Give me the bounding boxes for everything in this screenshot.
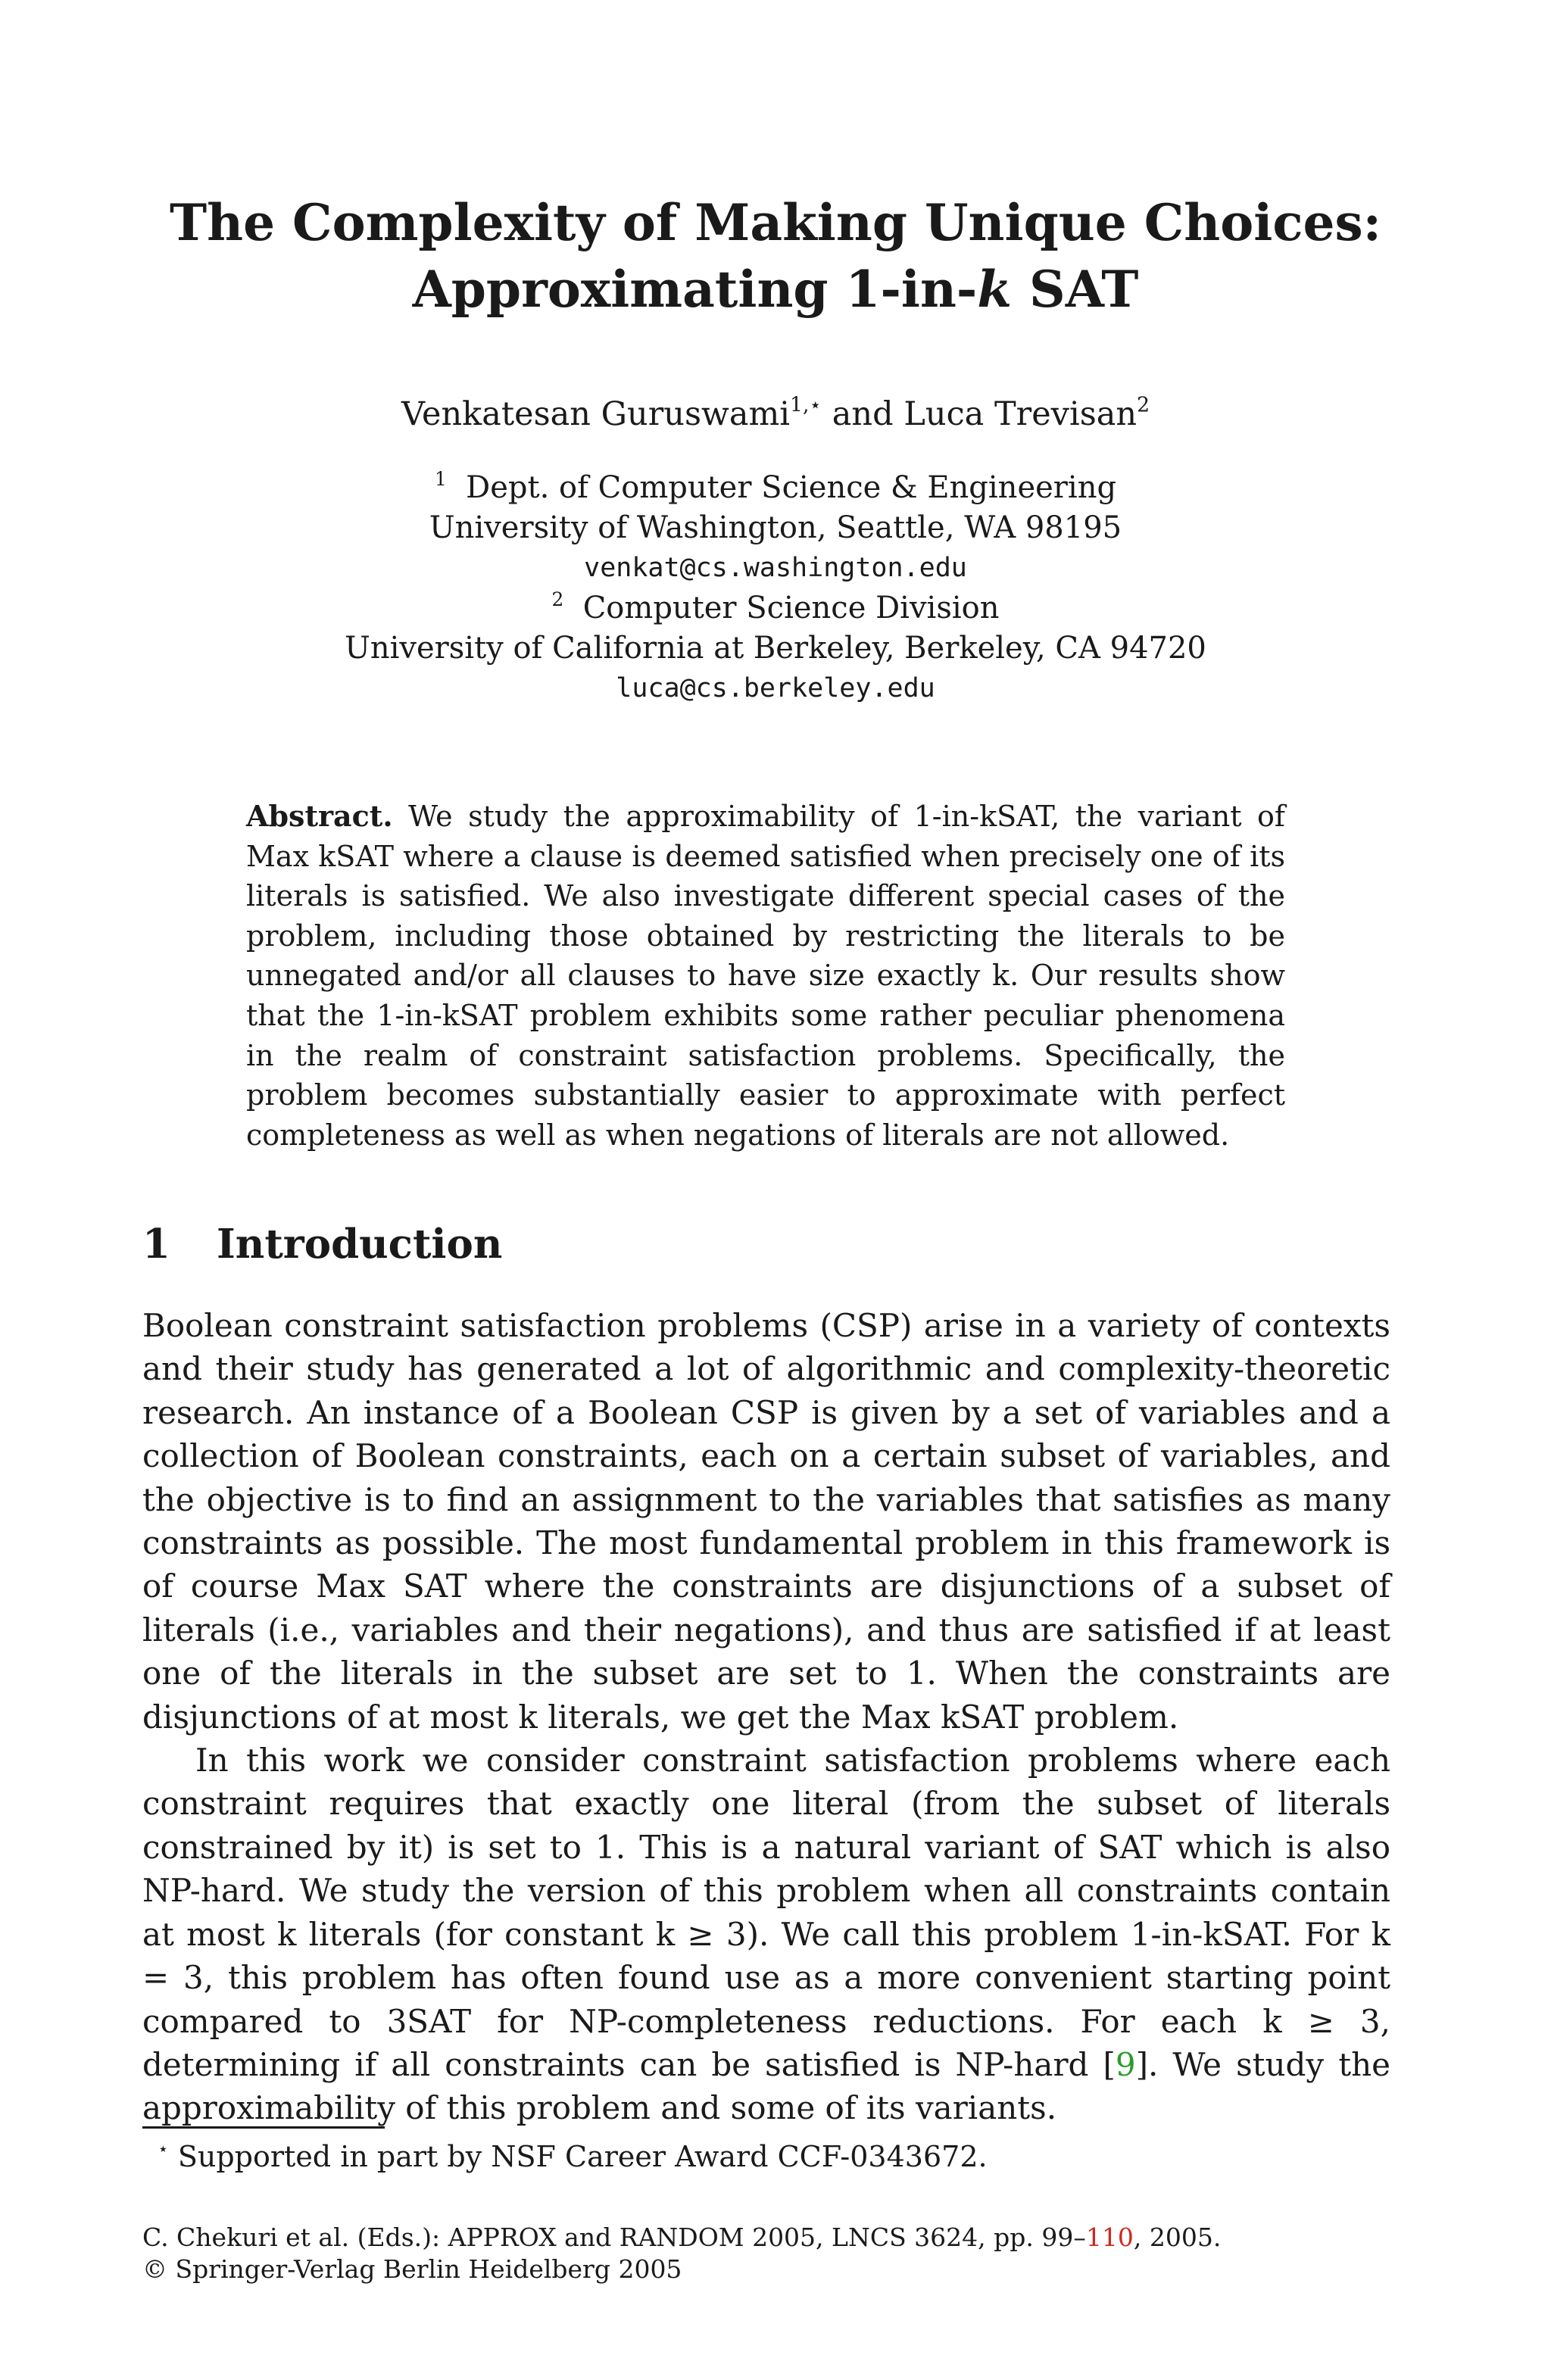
abstract-label: Abstract. <box>246 799 393 833</box>
footer-citation-suffix: , 2005. <box>1133 2222 1222 2252</box>
section-number: 1 <box>142 1221 170 1268</box>
abstract-text: We study the approximability of 1-in-kSAT, the variant of Max kSAT where a clause is deemed satisfied when precisely one of its literals is satisfied. We also investigate different special cases of the problem, including those obtained by restricting the literals to be unnegated and/or all clauses to have size exactly k. Our results show that the 1-in-kSAT problem exhibits some rather peculiar phenomena in the realm of constraint satisfaction problems. Specifically, the problem becomes substantially easier to approximate with perfect completeness as well as when negations of literals are not allowed. <box>246 800 1285 1152</box>
affiliation-2-institution: University of California at Berkeley, Berkeley, CA 94720 <box>345 631 1206 666</box>
footnote-rule <box>142 2126 385 2129</box>
affiliations <box>0 468 1551 709</box>
footer-citation-prefix: C. Chekuri et al. (Eds.): APPROX and RANDOM 2005, LNCS 3624, pp. 99– <box>142 2222 1086 2252</box>
paper-title <box>0 189 1551 323</box>
abstract <box>246 797 1285 1155</box>
author-2-marks: 2 <box>1137 393 1150 417</box>
author-2-name: Luca Trevisan <box>903 395 1138 433</box>
affiliation-1-institution: University of Washington, Seattle, WA 98195 <box>429 510 1122 545</box>
footer-citation-line <box>142 2222 1221 2254</box>
author-conjunction: and <box>832 395 894 433</box>
section-title: Introduction <box>217 1221 503 1268</box>
author-1-name: Venkatesan Guruswami <box>401 395 790 433</box>
page-end-link[interactable]: 110 <box>1085 2222 1134 2252</box>
author-1-marks: 1,⋆ <box>790 393 822 417</box>
title-line-2: Approximating 1-in-k SAT <box>412 260 1139 319</box>
footnote <box>158 2137 988 2176</box>
affiliation-2-dept-text: Computer Science Division <box>582 591 1000 625</box>
introduction-body <box>142 1304 1390 2130</box>
footnote-mark: ⋆ <box>158 2138 169 2160</box>
affiliation-2-dept <box>0 588 1551 629</box>
footnote-text: Supported in part by NSF Career Award CCF-0343672. <box>177 2140 988 2173</box>
intro-paragraph-2 <box>142 1739 1390 2130</box>
affiliation-2-email: luca@cs.berkeley.edu <box>616 673 935 703</box>
affiliation-1-dept-text: Dept. of Computer Science & Engineering <box>466 470 1117 505</box>
title-line-1: The Complexity of Making Unique Choices: <box>169 193 1382 252</box>
intro-paragraph-1: Boolean constraint satisfaction problems (CSP) arise in a variety of contexts and their study has generated a lot of algorithmic and complexity-theoretic research. An instance of a Boolean CSP is given by a set of variables and a collection of Boolean constraints, each on a certain subset of variables, and the objective is to find an assignment to the variables that satisfies as many constraints as possible. The most fundamental problem in this framework is of course Max SAT where the constraints are disjunctions of a subset of literals (i.e., variables and their negations), and thus are satisfied if at least one of the literals in the subset are set to 1. When the constraints are disjunctions of at most k literals, we get the Max kSAT problem. <box>142 1307 1390 1736</box>
intro-paragraph-2-text: In this work we consider constraint satisfaction problems where each constraint requires that exactly one literal (from the subset of literals constrained by it) is set to 1. This is a natural variant of SAT which is also NP-hard. We study the version of this problem when all constraints contain at most k literals (for constant k ≥ 3). We call this problem 1-in-kSAT. For k = 3, this problem has often found use as a more convenient starting point compared to 3SAT for NP-completeness reductions. For each k ≥ 3, determining if all constraints can be satisfied is NP-hard [9]. We study the approximability of this problem and some of its variants. <box>142 1742 1391 2127</box>
footer-copyright: © Springer-Verlag Berlin Heidelberg 2005 <box>142 2254 682 2284</box>
publication-footer <box>142 2222 1221 2285</box>
section-heading <box>142 1218 502 1271</box>
author-list <box>0 388 1551 441</box>
affiliation-1-email: venkat@cs.washington.edu <box>584 553 967 583</box>
citation-link[interactable]: 9 <box>1115 2045 1136 2083</box>
affiliation-2-number: 2 <box>551 588 564 610</box>
affiliation-1-number: 1 <box>434 467 447 490</box>
affiliation-1-dept <box>0 468 1551 508</box>
